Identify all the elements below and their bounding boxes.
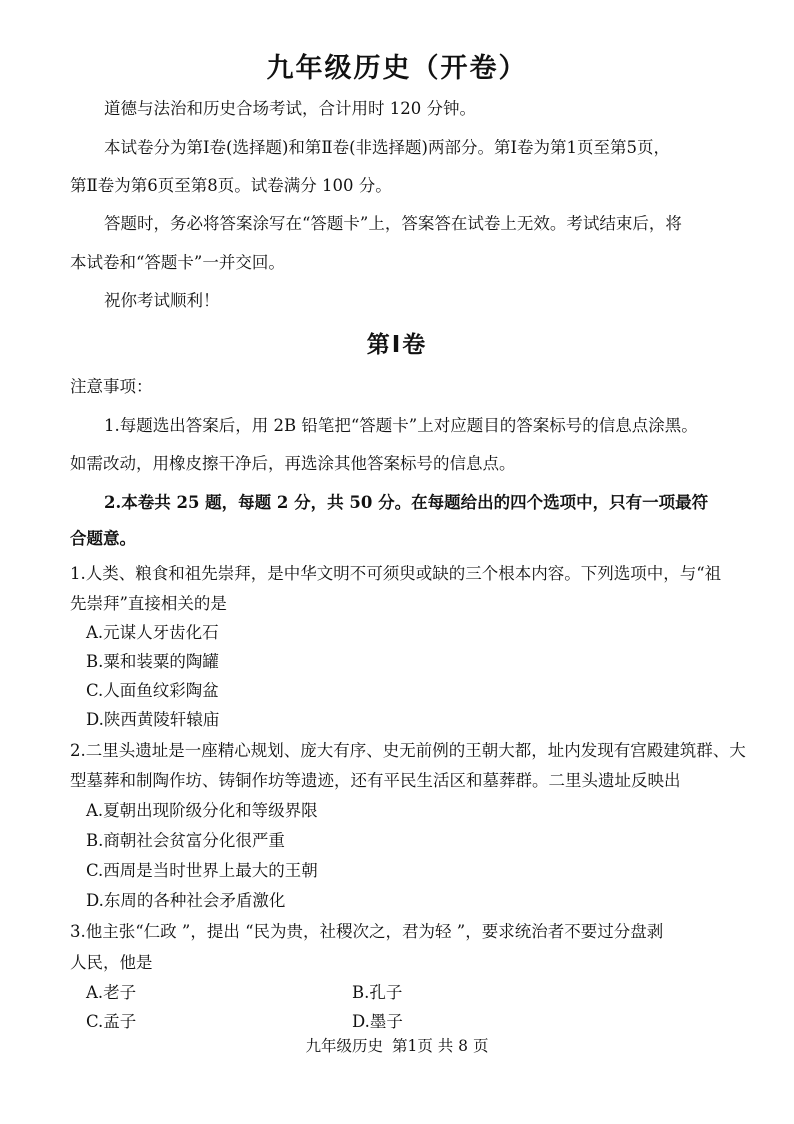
section-title: 第Ⅰ卷 — [366, 332, 428, 358]
question-3-stem: 3.他主张“仁政 ”，提出 “民为贵，社稷次之，君为轻 ”，要求统治者不要过分盘剥 — [70, 922, 664, 941]
question-2-stem-cont: 型墓葬和制陶作坊、铸铜作坊等遗迹，还有平民生活区和墓葬群。二里头遗址反映出 — [70, 771, 681, 790]
intro-line-answer: 答题时，务必将答案涂写在“答题卡”上，答案答在试卷上无效。考试结束后，将 — [104, 214, 682, 233]
notice-item-2: 2.本卷共 25 题，每题 2 分，共 50 分。在每题给出的四个选项中，只有一项最符 — [104, 493, 709, 512]
footer-page-number: 第1页 共 8 页 — [391, 1037, 489, 1055]
intro-line-structure: 本试卷分为第Ⅰ卷(选择题)和第Ⅱ卷(非选择题)两部分。第Ⅰ卷为第1页至第5页， — [104, 138, 670, 157]
notice-item-2-cont: 合题意。 — [70, 529, 136, 548]
question-1-stem-cont: 先崇拜”直接相关的是 — [70, 594, 227, 613]
notice-item-1: 1.每题选出答案后，用 2B 铅笔把“答题卡”上对应题目的答案标号的信息点涂黑。 — [104, 416, 698, 435]
footer-subject: 九年级历史 — [305, 1037, 384, 1055]
question-2-option-c: C.西周是当时世界上最大的王朝 — [86, 861, 318, 880]
notice-item-1-cont: 如需改动，用橡皮擦干净后，再选涂其他答案标号的信息点。 — [70, 454, 516, 473]
question-2-option-a: A.夏朝出现阶级分化和等级界限 — [86, 801, 318, 820]
question-1-option-c: C.人面鱼纹彩陶盆 — [86, 681, 219, 700]
exam-title: 九年级历史（开卷） — [266, 53, 528, 84]
question-3-stem-cont: 人民，他是 — [70, 953, 153, 972]
question-3-option-a: A.老子 — [86, 983, 137, 1002]
question-1-stem: 1.人类、粮食和祖先崇拜，是中华文明不可须臾或缺的三个根本内容。下列选项中，与“祖 — [70, 564, 722, 583]
question-2-stem: 2.二里头遗址是一座精心规划、庞大有序、史无前例的王朝大都，址内发现有宫殿建筑群、大 — [70, 741, 746, 760]
intro-line-answer-cont: 本试卷和“答题卡”一并交回。 — [70, 253, 285, 272]
question-1-option-d: D.陕西黄陵轩辕庙 — [86, 710, 220, 729]
intro-line-structure-cont: 第Ⅱ卷为第6页至第8页。试卷满分 100 分。 — [70, 176, 392, 195]
notice-heading: 注意事项： — [70, 377, 153, 396]
page-footer — [0, 1034, 794, 1056]
intro-line-wish: 祝你考试顺利！ — [104, 291, 220, 310]
question-2-option-b: B.商朝社会贫富分化很严重 — [86, 831, 285, 850]
question-1-option-a: A.元谋人牙齿化石 — [86, 623, 219, 642]
question-2-option-d: D.东周的各种社会矛盾激化 — [86, 891, 286, 910]
question-1-option-b: B.粟和装粟的陶罐 — [86, 652, 219, 671]
question-3-option-b: B.孔子 — [352, 983, 403, 1002]
intro-line-time: 道德与法治和历史合场考试，合计用时 120 分钟。 — [104, 99, 476, 118]
question-3-option-d: D.墨子 — [352, 1012, 403, 1031]
question-3-option-c: C.孟子 — [86, 1012, 137, 1031]
